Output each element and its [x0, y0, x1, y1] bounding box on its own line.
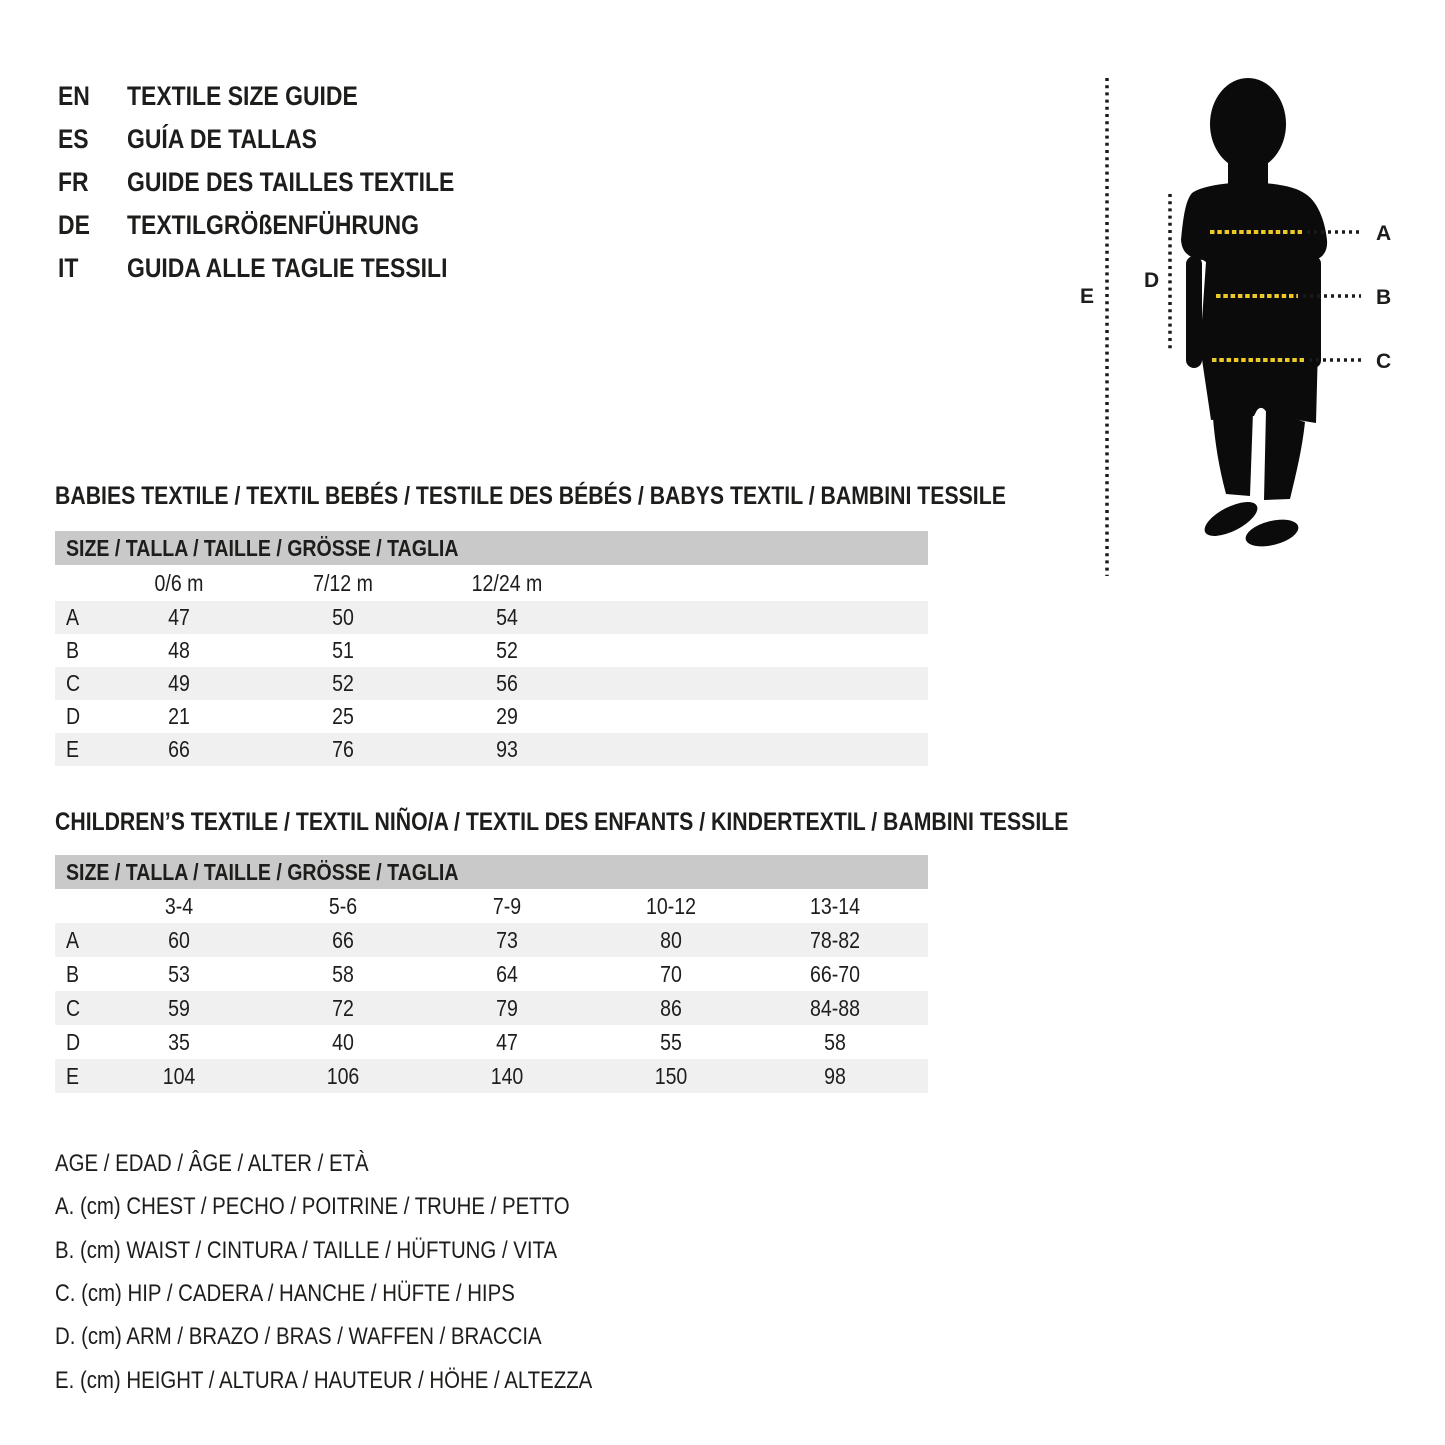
children-size-header-bar: [55, 855, 928, 889]
cell: 56: [496, 670, 518, 696]
cell: 58: [332, 960, 354, 987]
cell: 78-82: [809, 926, 860, 953]
column-header: 7-9: [492, 892, 522, 919]
babies-size-table: [55, 531, 928, 766]
row-label: A: [66, 604, 80, 630]
language-row: [58, 210, 512, 240]
cell: 140: [490, 1062, 524, 1089]
cell: 80: [660, 926, 682, 953]
language-code: ES: [58, 124, 89, 154]
cell: 35: [168, 1028, 190, 1055]
cell: 64: [496, 960, 518, 987]
language-title: GUÍA DE TALLAS: [127, 124, 317, 154]
marker-d-label: D: [1144, 269, 1160, 292]
legend-line-hip: C. (cm) HIP / CADERA / HANCHE / HÜFTE / HIPS: [55, 1280, 515, 1307]
cell: 76: [332, 736, 354, 762]
legend-line-chest: A. (cm) CHEST / PECHO / POITRINE / TRUHE / PETTO: [55, 1193, 570, 1220]
legend-line-arm: D. (cm) ARM / BRAZO / BRAS / WAFFEN / BRACCIA: [55, 1323, 542, 1350]
column-header: 13-14: [809, 892, 860, 919]
cell: 73: [496, 926, 518, 953]
language-title: GUIDA ALLE TAGLIE TESSILI: [127, 253, 448, 283]
cell: 60: [168, 926, 190, 953]
babies-section-title: [55, 484, 1174, 509]
size-header-text: SIZE / TALLA / TAILLE / GRÖSSE / TAGLIA: [66, 858, 459, 885]
cell: 93: [496, 736, 518, 762]
cell: 86: [660, 994, 682, 1021]
table-row: [55, 634, 928, 667]
children-size-table: [55, 855, 928, 1093]
cell: 51: [332, 637, 354, 663]
cell: 79: [496, 994, 518, 1021]
language-row: [58, 124, 512, 154]
column-header: 5-6: [328, 892, 358, 919]
children-column-header-row: [55, 889, 928, 923]
row-label: C: [66, 994, 81, 1021]
cell: 70: [660, 960, 682, 987]
row-label: E: [66, 736, 80, 762]
marker-e-label: E: [1080, 285, 1095, 308]
babies-size-header-bar: [55, 531, 928, 565]
legend-line-age: AGE / EDAD / ÂGE / ALTER / ETÀ: [55, 1150, 369, 1177]
cell: 66: [332, 926, 354, 953]
cell: 104: [162, 1062, 196, 1089]
cell: 48: [168, 637, 190, 663]
language-code: DE: [58, 210, 90, 240]
cell: 98: [824, 1062, 846, 1089]
babies-section-title-text: BABIES TEXTILE / TEXTIL BEBÉS / TESTILE DES BÉBÉS / BABYS TEXTIL / BAMBINI TESSILE: [55, 482, 1006, 510]
language-row: [58, 167, 512, 197]
row-label: B: [66, 637, 80, 663]
column-header: 3-4: [164, 892, 194, 919]
cell: 47: [496, 1028, 518, 1055]
column-header: 12/24 m: [471, 569, 543, 596]
row-label: A: [66, 926, 80, 953]
table-row: [55, 700, 928, 733]
legend-line-height: E. (cm) HEIGHT / ALTURA / HAUTEUR / HÖHE / ALTEZZA: [55, 1367, 593, 1394]
babies-column-header-row: [55, 565, 928, 601]
cell: 55: [660, 1028, 682, 1055]
table-row: [55, 991, 928, 1025]
cell: 29: [496, 703, 518, 729]
language-title: TEXTILE SIZE GUIDE: [127, 81, 358, 111]
row-label: D: [66, 703, 81, 729]
cell: 21: [168, 703, 190, 729]
table-row: [55, 957, 928, 991]
child-silhouette-icon: [1181, 78, 1327, 551]
cell: 59: [168, 994, 190, 1021]
table-row: [55, 1025, 928, 1059]
row-label: D: [66, 1028, 81, 1055]
cell: 52: [496, 637, 518, 663]
cell: 50: [332, 604, 354, 630]
language-row: [58, 81, 512, 111]
marker-c-label: C: [1376, 350, 1392, 373]
column-header: 7/12 m: [313, 569, 373, 596]
cell: 54: [496, 604, 518, 630]
cell: 49: [168, 670, 190, 696]
language-code: FR: [58, 167, 89, 197]
language-code: IT: [58, 253, 79, 283]
children-section-title: [55, 810, 1247, 835]
row-label: C: [66, 670, 81, 696]
size-header-text: SIZE / TALLA / TAILLE / GRÖSSE / TAGLIA: [66, 534, 459, 561]
cell: 72: [332, 994, 354, 1021]
legend-line-waist: B. (cm) WAIST / CINTURA / TAILLE / HÜFTUNG / VITA: [55, 1237, 558, 1264]
table-row: [55, 667, 928, 700]
cell: 150: [654, 1062, 688, 1089]
row-label: B: [66, 960, 80, 987]
table-row: [55, 1059, 928, 1093]
marker-a-label: A: [1376, 222, 1392, 245]
table-row: [55, 733, 928, 766]
language-row: [58, 253, 512, 283]
cell: 106: [326, 1062, 360, 1089]
table-row: [55, 601, 928, 634]
language-list: [58, 81, 512, 296]
cell: 52: [332, 670, 354, 696]
cell: 66: [168, 736, 190, 762]
cell: 53: [168, 960, 190, 987]
marker-b-label: B: [1376, 286, 1392, 309]
table-row: [55, 923, 928, 957]
column-header: 10-12: [645, 892, 696, 919]
cell: 58: [824, 1028, 846, 1055]
cell: 84-88: [809, 994, 860, 1021]
cell: 40: [332, 1028, 354, 1055]
cell: 66-70: [809, 960, 860, 987]
measurement-figure: [1060, 60, 1445, 600]
language-code: EN: [58, 81, 90, 111]
column-header: 0/6 m: [154, 569, 204, 596]
children-section-title-text: CHILDREN’S TEXTILE / TEXTIL NIÑO/A / TEXTIL DES ENFANTS / KINDERTEXTIL / BAMBINI TESSILE: [55, 808, 1069, 836]
language-title: TEXTILGRÖßENFÜHRUNG: [127, 210, 419, 240]
cell: 25: [332, 703, 354, 729]
language-title: GUIDE DES TAILLES TEXTILE: [127, 167, 455, 197]
row-label: E: [66, 1062, 80, 1089]
cell: 47: [168, 604, 190, 630]
